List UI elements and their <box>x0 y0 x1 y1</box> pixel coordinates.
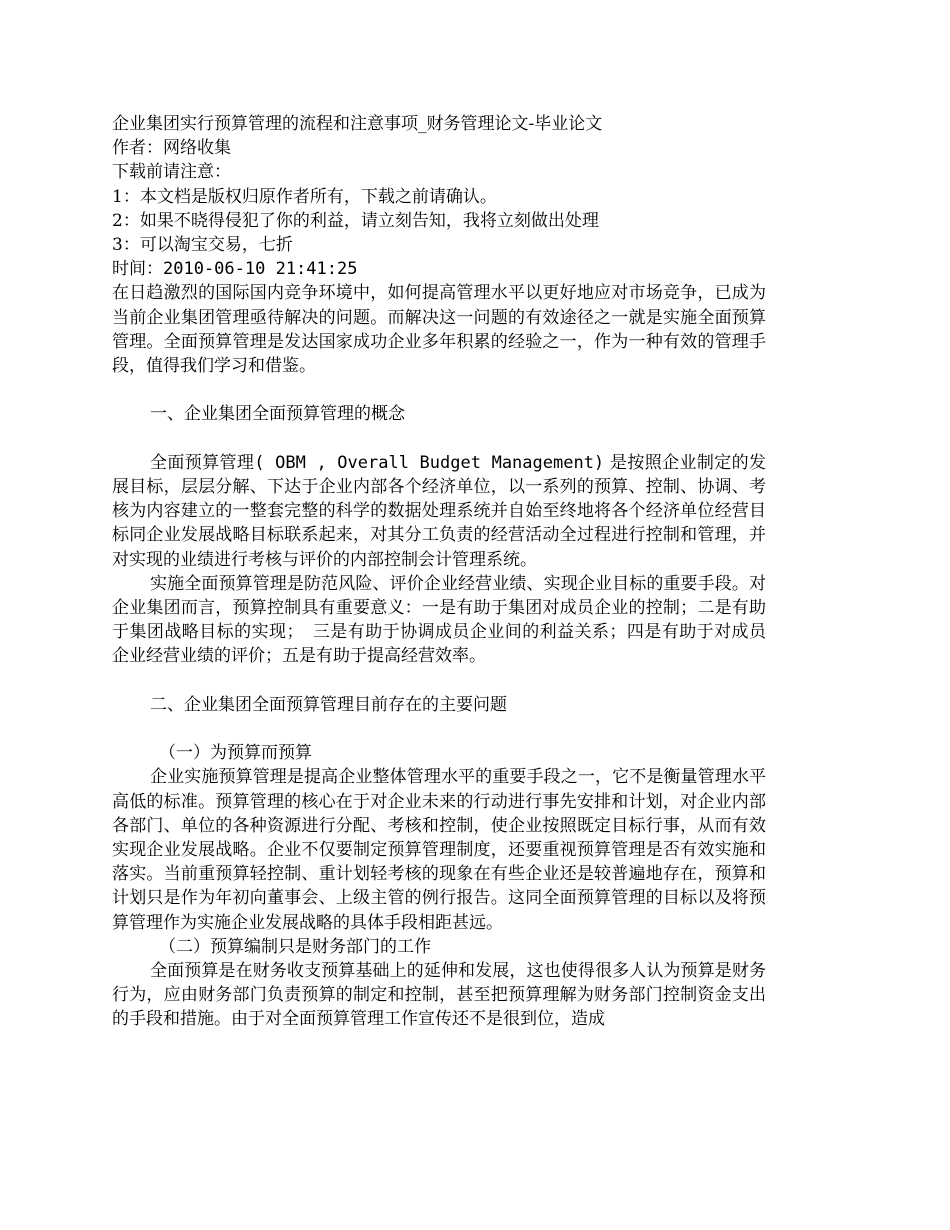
time-label: 时间： <box>112 259 163 280</box>
subsection-1-body: 企业实施预算管理是提高企业整体管理水平的重要手段之一，它不是衡量管理水平高低的标准。预算管理的核心在于对企业未来的行动进行事先安排和计划，对企业内部各部门、单位的各种资源进行分配、考核和控制，使企业按照既定目标行事，从而有效实现企业发展战略。企业不仅要制定预算管理制度，还要重视预算管理是否有效实施和落实。当前重预算轻控制、重计划轻考核的现象在有些企业还是较普遍地存在，预算和计划只是作为年初向董事会、上级主管的例行报告。这同全面预算管理的目标以及将预算管理作为实施企业发展战略的具体手段相距甚远。 <box>112 767 766 933</box>
notice-item: 2：如果不晓得侵犯了你的利益，请立刻告知，我将立刻做出处理 <box>112 210 599 231</box>
time-value: 2010-06-10 21:41:25 <box>163 259 358 280</box>
document-title: 企业集团实行预算管理的流程和注意事项_财务管理论文-毕业论文 <box>112 114 603 134</box>
section-1-paragraph-1 <box>112 451 766 572</box>
notice-header: 下载前请注意： <box>112 162 231 183</box>
spacer <box>112 378 766 402</box>
spacer <box>112 427 766 451</box>
subsection-1-heading: （一）为预算而预算 <box>159 743 312 764</box>
intro-paragraph: 在日趋激烈的国际国内竞争环境中，如何提高管理水平以更好地应对市场竞争，已成为当前企业集团管理亟待解决的问题。而解决这一问题的有效途径之一就是实施全面预算管理。全面预算管理是发达国家成功企业多年积累的经验之一，作为一种有效的管理手段，值得我们学习和借鉴。 <box>112 283 766 377</box>
document-author: 作者：网络收集 <box>112 138 231 159</box>
document-page <box>112 112 766 1032</box>
obm-term: ( OBM , Overall Budget Management) <box>254 452 605 473</box>
spacer <box>112 717 766 741</box>
subsection-2-heading: （二）预算编制只是财务部门的工作 <box>159 936 431 957</box>
publish-time <box>112 257 766 281</box>
section-1-heading: 一、企业集团全面预算管理的概念 <box>150 404 405 425</box>
section-2-heading: 二、企业集团全面预算管理目前存在的主要问题 <box>150 694 507 715</box>
subsection-2-body: 全面预算是在财务收支预算基础上的延伸和发展，这也使得很多人认为预算是财务行为，应由财务部门负责预算的制定和控制，甚至把预算理解为财务部门控制资金支出的手段和措施。由于对全面预算管理工作宣传还不是很到位，造成 <box>112 961 766 1030</box>
obm-definition: 是按照企业制定的发展目标，层层分解、下达于企业内部各个经济单位，以一系列的预算、控制、协调、考核为内容建立的一整套完整的科学的数据处理系统并自始至终地将各个经济单位经营目标同企业发展战略目标联系起来，对其分工负责的经营活动全过程进行控制和管理，并对实现的业绩进行考核与评价的内部控制会计管理系统。 <box>112 452 766 570</box>
section-1-paragraph-2: 实施全面预算管理是防范风险、评价企业经营业绩、实现企业目标的重要手段。对企业集团而言，预算控制具有重要意义：一是有助于集团对成员企业的控制；二是有助于集团战略目标的实现； 三是有助于协调成员企业间的利益关系；四是有助于对成员企业经营业绩的评价；五是有助于提高经营效率。 <box>112 573 766 667</box>
notice-item: 1：本文档是版权归原作者所有，下载之前请确认。 <box>112 186 497 207</box>
notice-item: 3：可以淘宝交易，七折 <box>112 235 293 256</box>
obm-lead: 全面预算管理 <box>150 452 255 473</box>
spacer <box>112 669 766 693</box>
